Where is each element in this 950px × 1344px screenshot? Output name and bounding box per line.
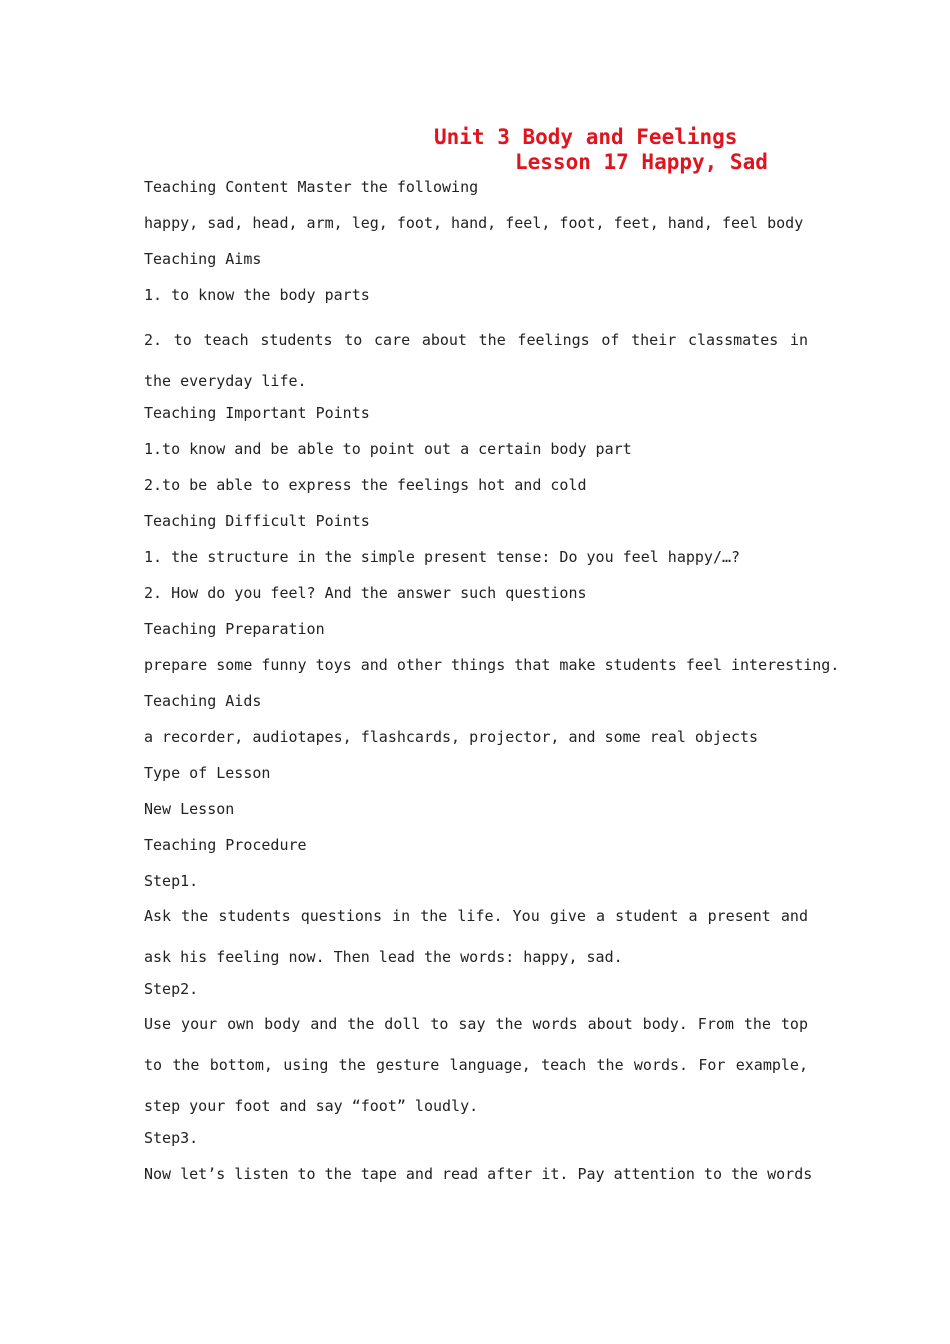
step-2-label: Step2. [144,980,199,998]
heading-teaching-preparation: Teaching Preparation [144,620,325,638]
step-3-label: Step3. [144,1129,199,1147]
important-point-1: 1.to know and be able to point out a certain body part [144,440,632,458]
heading-teaching-aims: Teaching Aims [144,250,262,268]
lesson-title: Lesson 17 Happy, Sad [515,150,768,174]
step-2-text: Use your own body and the doll to say the words about body. From the top to the bottom, using the gesture language, teach the words. For example, step your foot and say “foot” loudly. [144,1015,808,1115]
aids-text: a recorder, audiotapes, flashcards, projector, and some real objects [144,728,759,746]
heading-teaching-procedure: Teaching Procedure [144,836,307,854]
step-3-text: Now let’s listen to the tape and read after it. Pay attention to the words [144,1165,813,1183]
step-1-text: Ask the students questions in the life. You give a student a present and ask his feeling now. Then lead the words: happy, sad. [144,907,808,966]
heading-teaching-aids: Teaching Aids [144,692,262,710]
step-1-label: Step1. [144,872,199,890]
aim-1: 1. to know the body parts [144,286,370,304]
heading-difficult-points: Teaching Difficult Points [144,512,370,530]
difficult-point-2: 2. How do you feel? And the answer such questions [144,584,587,602]
heading-type-of-lesson: Type of Lesson [144,764,271,782]
heading-teaching-content: Teaching Content Master the following [144,178,479,196]
lesson-plan-body [144,176,840,1199]
important-point-2: 2.to be able to express the feelings hot and cold [144,476,587,494]
preparation-text: prepare some funny toys and other things that make students feel interesting. [144,656,840,674]
unit-title: Unit 3 Body and Feelings [434,125,738,149]
heading-important-points: Teaching Important Points [144,404,370,422]
vocabulary-list: happy, sad, head, arm, leg, foot, hand, feel, foot, feet, hand, feel body [144,214,804,232]
lesson-type-text: New Lesson [144,800,235,818]
aim-2: 2. to teach students to care about the feelings of their classmates in the everyday life. [144,331,808,390]
difficult-point-1: 1. the structure in the simple present tense: Do you feel happy/…? [144,548,741,566]
